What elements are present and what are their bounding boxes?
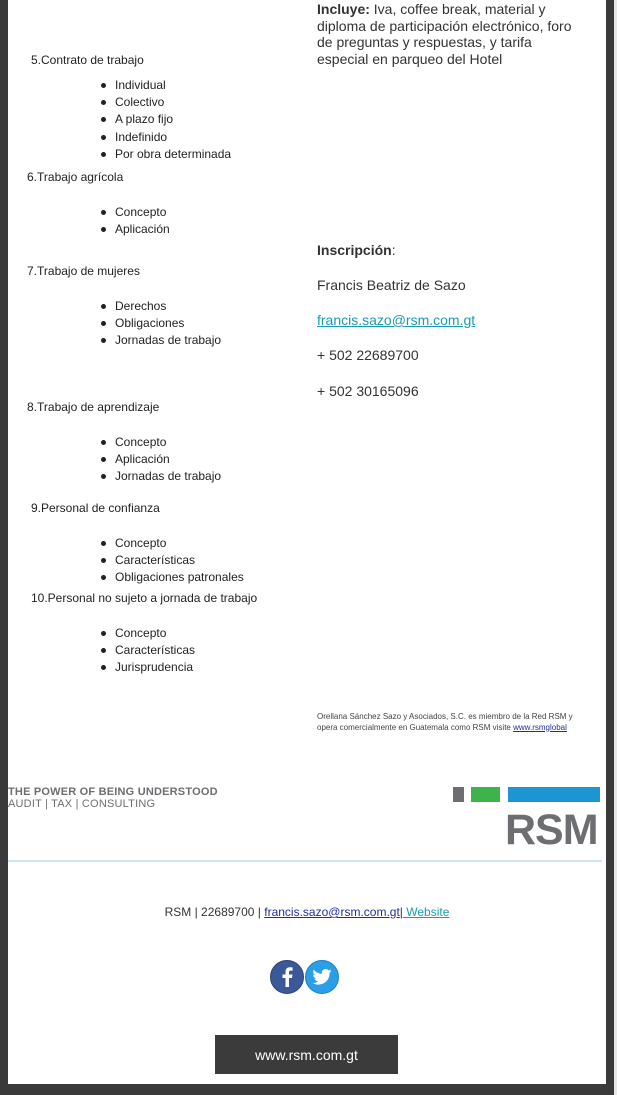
list-item: Aplicación — [99, 451, 221, 468]
section-title-mujeres: 7.Trabajo de mujeres — [27, 264, 140, 278]
section-title-agricola: 6.Trabajo agrícola — [27, 170, 124, 184]
list-item: Jurisprudencia — [99, 659, 195, 676]
list-mujeres — [99, 298, 221, 350]
footer-contact-line — [0, 905, 614, 919]
list-item: Características — [99, 552, 244, 569]
list-item: Colectivo — [99, 94, 231, 111]
list-item: Concepto — [99, 625, 195, 642]
list-item: Derechos — [99, 298, 221, 315]
list-item: Obligaciones — [99, 315, 221, 332]
list-contrato — [99, 77, 231, 163]
twitter-icon[interactable] — [305, 960, 339, 994]
rsm-logo: RSM — [505, 806, 598, 854]
list-item: Concepto — [99, 535, 244, 552]
list-confianza — [99, 535, 244, 587]
list-item: Concepto — [99, 204, 170, 221]
contact-email-link[interactable]: francis.sazo@rsm.com.gt — [264, 905, 400, 919]
email-frame-bottom — [0, 1084, 614, 1095]
registration-name: Francis Beatriz de Sazo — [317, 277, 466, 293]
contact-separator: | — [399, 905, 403, 919]
registration-phone-1: + 502 22689700 — [317, 347, 419, 363]
list-no-sujeto — [99, 625, 195, 677]
list-item: Individual — [99, 77, 231, 94]
section-title-contrato: 5.Contrato de trabajo — [31, 53, 144, 67]
facebook-icon[interactable] — [270, 960, 304, 994]
list-item: Por obra determinada — [99, 146, 231, 163]
rsm-logo-bar-gray — [453, 787, 464, 802]
list-item: Jornadas de trabajo — [99, 332, 221, 349]
includes-paragraph — [317, 1, 579, 67]
list-item: Concepto — [99, 434, 221, 451]
email-frame-left — [0, 0, 8, 1095]
website-button[interactable]: www.rsm.com.gt — [215, 1035, 398, 1074]
includes-text: Iva, coffee break, material y diploma de participación electrónico, foro de preguntas y respuestas, y tarifa especial en parqueo del Hotel — [317, 1, 572, 67]
section-title-aprendizaje: 8.Trabajo de aprendizaje — [27, 400, 160, 414]
registration-phone-2: + 502 30165096 — [317, 383, 419, 399]
registration-colon: : — [391, 242, 396, 258]
tagline-services: AUDIT | TAX | CONSULTING — [8, 798, 156, 810]
list-item: Aplicación — [99, 221, 170, 238]
rsm-logo-bar-blue — [508, 787, 600, 802]
email-frame-right — [606, 0, 614, 1095]
rsm-tagline — [8, 786, 218, 810]
footer-divider — [8, 860, 602, 862]
contact-prefix: RSM | 22689700 | — [164, 905, 265, 919]
registration-heading — [317, 242, 396, 258]
list-item: Indefinido — [99, 129, 231, 146]
registration-email-wrap — [317, 312, 475, 328]
website-link[interactable]: Website — [402, 905, 450, 919]
rsmglobal-link[interactable]: www.rsmglobal — [513, 722, 567, 732]
list-item: Características — [99, 642, 195, 659]
rsm-logo-bar-green — [471, 787, 500, 802]
section-title-confianza: 9.Personal de confianza — [31, 501, 160, 515]
list-item: Obligaciones patronales — [99, 569, 244, 586]
registration-label: Inscripción — [317, 242, 392, 258]
legal-notice — [317, 712, 587, 733]
list-aprendizaje — [99, 434, 221, 486]
list-item: A plazo fijo — [99, 111, 231, 128]
registration-email-link[interactable]: francis.sazo@rsm.com.gt — [317, 312, 476, 328]
list-agricola — [99, 204, 170, 238]
tagline-power: THE POWER OF BEING UNDERSTOOD — [8, 786, 218, 798]
list-item: Jornadas de trabajo — [99, 468, 221, 485]
includes-label: Incluye: — [317, 1, 370, 17]
legal-text: Orellana Sánchez Sazo y Asociados, S.C. es miembro de la Red RSM y opera comercialmente en Guatemala como RSM visite — [317, 712, 573, 732]
section-title-no-sujeto: 10.Personal no sujeto a jornada de trabajo — [31, 591, 258, 605]
